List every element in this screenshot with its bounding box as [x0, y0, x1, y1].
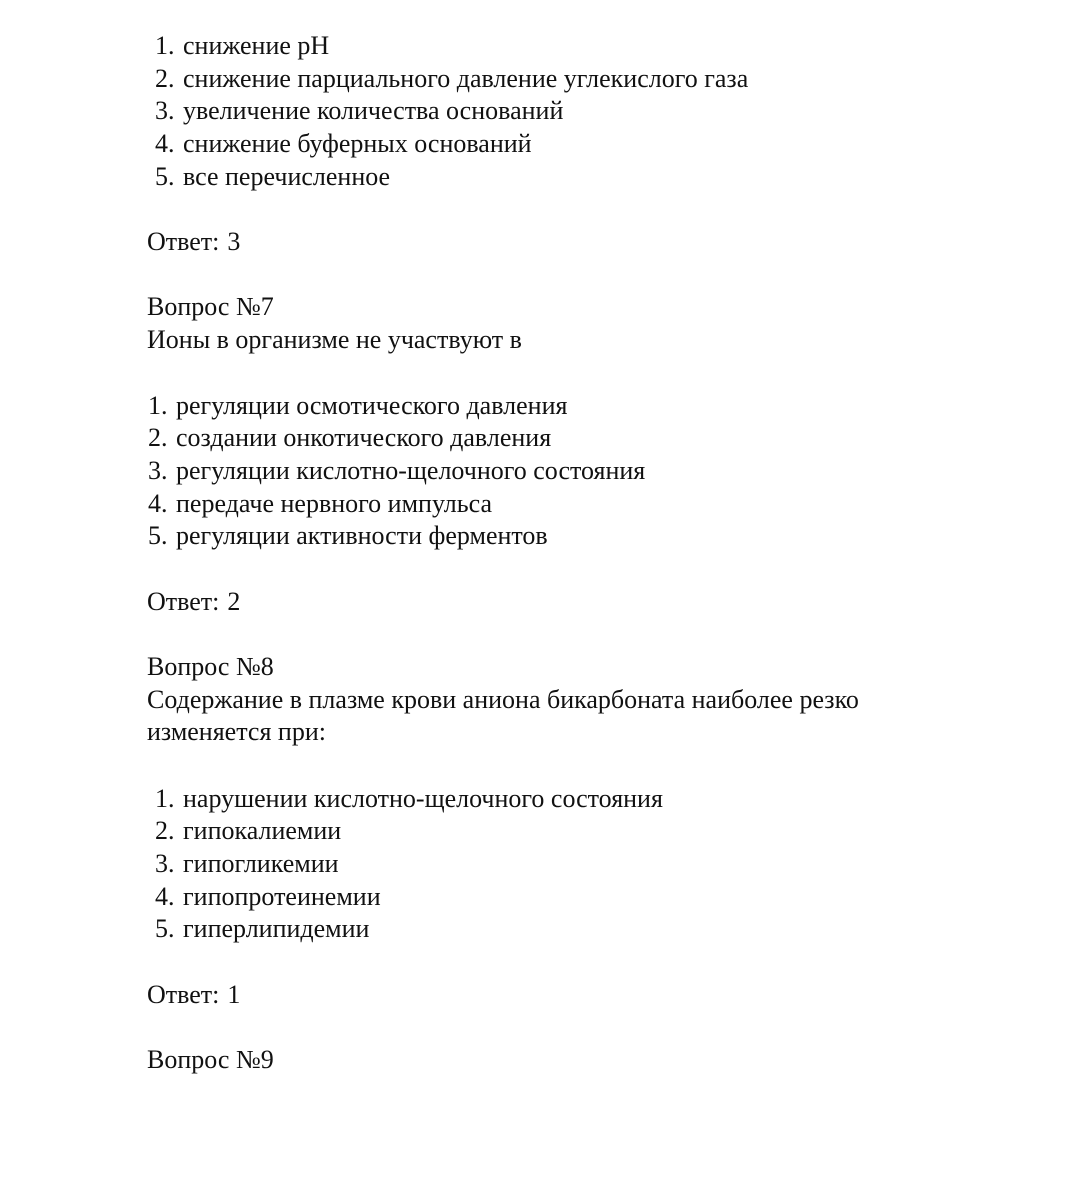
- option-2: [148, 422, 551, 455]
- option-text: создании онкотического давления: [176, 423, 552, 452]
- option-number: 4.: [155, 882, 175, 911]
- option-text: нарушении кислотно-щелочного состояния: [183, 784, 663, 813]
- answer-line: [147, 586, 240, 619]
- answer-label: Ответ:: [147, 227, 220, 256]
- option-number: 2.: [148, 423, 168, 452]
- question-text-line1: Содержание в плазме крови аниона бикарбоната наиболее резко: [147, 685, 859, 714]
- option-text: все перечисленное: [183, 162, 391, 191]
- answer-label: Ответ:: [147, 980, 220, 1009]
- option-text: гиперлипидемии: [183, 914, 370, 943]
- question-title: Вопрос №7: [147, 292, 274, 321]
- option-4: [155, 881, 381, 914]
- option-number: 3.: [148, 456, 168, 485]
- option-3: [148, 455, 645, 488]
- answer-value: 3: [227, 227, 241, 256]
- option-number: 1.: [155, 784, 175, 813]
- option-number: 5.: [148, 521, 168, 550]
- question-title: Вопрос №8: [147, 652, 274, 681]
- option-1: [155, 30, 329, 63]
- option-text: снижение pH: [183, 31, 330, 60]
- option-text: регуляции осмотического давления: [176, 391, 568, 420]
- option-1: [155, 783, 663, 816]
- option-5: [148, 520, 548, 553]
- answer-label: Ответ:: [147, 587, 220, 616]
- option-text: гипопротеинемии: [183, 882, 381, 911]
- question-text-line2: изменяется при:: [147, 717, 326, 746]
- option-number: 3.: [155, 96, 175, 125]
- option-text: снижение парциального давление углекислого газа: [183, 64, 749, 93]
- option-text: увеличение количества оснований: [183, 96, 564, 125]
- option-text: передаче нервного импульса: [176, 489, 493, 518]
- option-text: гипогликемии: [183, 849, 339, 878]
- option-5: [155, 913, 369, 946]
- question-title: Вопрос №9: [147, 1045, 274, 1074]
- option-text: регуляции кислотно-щелочного состояния: [176, 456, 646, 485]
- option-4: [148, 488, 492, 521]
- option-3: [155, 95, 563, 128]
- answer-value: 1: [227, 980, 241, 1009]
- option-number: 2.: [155, 816, 175, 845]
- option-number: 4.: [155, 129, 175, 158]
- option-4: [155, 128, 532, 161]
- option-number: 5.: [155, 162, 175, 191]
- option-number: 1.: [148, 391, 168, 420]
- option-number: 5.: [155, 914, 175, 943]
- option-5: [155, 161, 390, 194]
- question-text: Ионы в организме не участвуют в: [147, 325, 522, 354]
- option-2: [155, 815, 341, 848]
- option-number: 4.: [148, 489, 168, 518]
- option-text: снижение буферных оснований: [183, 129, 532, 158]
- option-number: 2.: [155, 64, 175, 93]
- option-text: гипокалиемии: [183, 816, 342, 845]
- option-3: [155, 848, 339, 881]
- option-number: 1.: [155, 31, 175, 60]
- answer-line: [147, 226, 240, 259]
- answer-value: 2: [227, 587, 241, 616]
- option-1: [148, 390, 567, 423]
- option-number: 3.: [155, 849, 175, 878]
- option-2: [155, 63, 748, 96]
- answer-line: [147, 979, 240, 1012]
- option-text: регуляции активности ферментов: [176, 521, 548, 550]
